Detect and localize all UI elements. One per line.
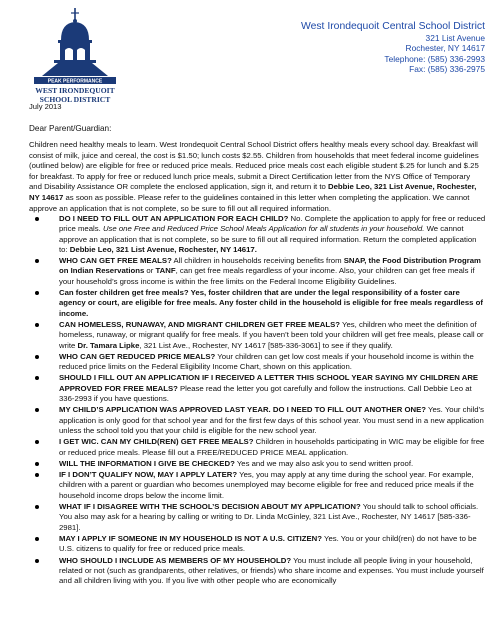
logo-banner-text: PEAK PERFORMANCE <box>47 78 103 85</box>
faq-answer-bold: SNAP, the Food Distribution Program on Indian Reservations <box>59 256 481 276</box>
faq-question: WHO CAN GET FREE MEALS? <box>59 256 172 266</box>
faq-answer: Yes. You or your child(ren) do not have to be U.S. citizens to qualify for free or reduced price meals. <box>59 533 477 554</box>
intro-return-address: Debbie Leo, 321 List Avenue, Rochester, NY 14617 <box>29 182 477 202</box>
faq-answer: Yes, you may apply at any time during the school year. For example, children with a parent or guardian who becomes unemployed may become eligible for free and reduced price meals if the household income drops below the income limit. <box>59 470 474 500</box>
faq-item <box>29 352 486 373</box>
faq-answer: You must include all people living in your household, related or not (such as grandparents, other relatives, or friends) who share income and expenses. You must include yourself and all children living with you. If you live with other people who are economically <box>59 555 484 586</box>
bullet-icon <box>35 440 39 444</box>
faq-question: WHAT IF I DISAGREE WITH THE SCHOOL’S DECISION ABOUT MY APPLICATION? <box>59 502 361 512</box>
faq-question: SHOULD I FILL OUT AN APPLICATION IF I RECEIVED A LETTER THIS SCHOOL YEAR SAYING MY CHILDREN ARE APPROVED FOR FREE MEALS? <box>59 373 479 393</box>
district-telephone: Telephone: (585) 336-2993 <box>384 53 485 64</box>
salutation: Dear Parent/Guardian: <box>29 124 112 133</box>
faq-answer: Yes, children who meet the definition of homeless, runaway, or migrant qualify for free meals. If you haven’t been told your children will get free meals, please call or write <box>59 319 484 350</box>
faq-answer-bold: TANF <box>155 266 176 276</box>
bullet-icon <box>35 323 39 327</box>
faq-answer: , 321 List Ave., Rochester, NY 14617 [585-336-3061] to see if they qualify. <box>139 340 393 350</box>
faq-question: WHO CAN GET REDUCED PRICE MEALS? <box>59 351 216 361</box>
faq-answer: You should talk to school officials. You also may ask for a hearing by calling or writing to Dr. Linda McGinley, 321 List Ave., Rochester, NY 14617 [585-336-2981]. <box>59 502 479 532</box>
bullet-icon <box>35 462 39 466</box>
faq-answer: All children in households receiving benefits from <box>171 256 344 266</box>
faq-question: MAY I APPLY IF SOMEONE IN MY HOUSEHOLD IS NOT A U.S. CITIZEN? <box>59 533 322 543</box>
faq-answer: Your children can get low cost meals if your household income is within the reduced price limits on the Federal Eligibility Income Chart, shown on this application. <box>59 351 474 372</box>
faq-item <box>29 320 486 351</box>
bullet-icon <box>35 291 39 295</box>
bullet-icon <box>35 537 39 541</box>
faq-list <box>29 214 486 587</box>
district-city: Rochester, NY 14617 <box>405 43 485 54</box>
faq-answer: , can get free meals regardless of your income. Also, your children can get free meals if your household’s gross income is within the free limits on the Federal Income Eligibility Guidelines. <box>59 266 475 286</box>
district-fax: Fax: (585) 336-2975 <box>409 64 485 75</box>
district-header <box>301 21 485 75</box>
faq-answer: Yes. Your child’s application is only good for that school year and for the first few days of this school year. You must send in a new application unless the school told you that your child is eligible for the new school year. <box>59 405 485 435</box>
logo-name-line2: SCHOOL DISTRICT <box>39 95 111 104</box>
logo-name-line1: WEST IRONDEQUOIT <box>35 86 115 95</box>
faq-question: WHO SHOULD I INCLUDE AS MEMBERS OF MY HOUSEHOLD? <box>59 555 292 565</box>
faq-question: DO I NEED TO FILL OUT AN APPLICATION FOR EACH CHILD? <box>59 214 289 223</box>
bullet-icon <box>35 259 39 263</box>
bullet-icon <box>35 376 39 380</box>
faq-question: Can foster children get free meals? Yes, foster children that are under the legal responsibility of a foster care agency or court, are eligible for free meals. Any foster child in the household is eligible for free meals regardless of income. <box>59 288 483 318</box>
faq-answer: Children in households participating in WIC may be eligible for free or reduced price meals. Please fill out a FREE/REDUCED PRICE MEAL application. <box>59 437 485 457</box>
district-address: 321 List Avenue <box>425 33 485 43</box>
bullet-icon <box>35 408 39 412</box>
intro-text-end: as soon as possible. Please refer to the guidelines contained in this letter when completing the application. We cannot approve an application that is not complete, so be sure to fill out all required information. <box>29 192 470 213</box>
faq-answer-italic: Use one Free and Reduced Price School Meals Application for all students in your household. <box>102 224 425 234</box>
faq-answer-bold: Dr. Tamara Lipke <box>77 340 140 350</box>
faq-question: WILL THE INFORMATION I GIVE BE CHECKED? <box>59 458 235 468</box>
faq-answer: or <box>144 266 156 276</box>
faq-answer: We cannot approve an application that is not complete, so be sure to fill out all required information. Return the completed application to: <box>59 224 477 254</box>
faq-answer: No. Complete the application to apply for free or reduced price meals. <box>59 214 486 234</box>
letter-date: July 2013 <box>29 102 62 111</box>
faq-item <box>29 373 486 404</box>
faq-answer-bold: Debbie Leo, 321 List Avenue, Rochester, NY 14617. <box>69 244 257 254</box>
faq-answer: Yes and we may also ask you to send written proof. <box>234 458 414 468</box>
faq-item <box>29 470 486 501</box>
faq-item <box>29 405 486 436</box>
faq-item <box>29 459 486 469</box>
intro-text: Children need healthy meals to learn. West Irondequoit Central School District offers healthy meals every school day. Breakfast will consist of milk, juice and cereal, the cost is $1.50; lunch costs $2.55. Children from households that meet federal income guidelines (outlined below) are eligible for free or reduced price meals. Reduced price meals cost each eligible student $.25 for lunch and $.25 for breakfast. To apply for free or reduced lunch price meals, submit a Direct Certification letter from the NYS Office of Temporary and Disability Assistance OR complete the enclosed application, sign it, and return it to <box>29 140 479 192</box>
faq-item <box>29 534 486 555</box>
faq-item <box>29 214 486 255</box>
faq-question: MY CHILD’S APPLICATION WAS APPROVED LAST YEAR. DO I NEED TO FILL OUT ANOTHER ONE? <box>59 405 427 415</box>
school-cupola-logo-icon <box>28 6 122 106</box>
bullet-icon <box>35 355 39 359</box>
faq-question: CAN HOMELESS, RUNAWAY, AND MIGRANT CHILDREN GET FREE MEALS? <box>59 319 341 329</box>
district-name: West Irondequoit Central School District <box>300 21 485 32</box>
bullet-icon <box>35 505 39 509</box>
intro-paragraph <box>29 140 481 214</box>
faq-item <box>29 556 486 587</box>
bullet-icon <box>35 217 39 221</box>
district-logo <box>28 6 122 106</box>
faq-question: IF I DON’T QUALIFY NOW, MAY I APPLY LATER? <box>59 470 238 480</box>
bullet-icon <box>35 559 39 563</box>
faq-item <box>29 256 486 287</box>
faq-answer: Please read the letter you got carefully and follow the instructions. Call Debbie Leo at 336-2993 if you have questions. <box>59 383 472 404</box>
faq-item <box>29 437 486 458</box>
faq-question: I GET WIC. CAN MY CHILD(REN) GET FREE MEALS? <box>59 437 254 447</box>
bullet-icon <box>35 473 39 477</box>
faq-item <box>29 288 486 319</box>
faq-item <box>29 502 486 533</box>
